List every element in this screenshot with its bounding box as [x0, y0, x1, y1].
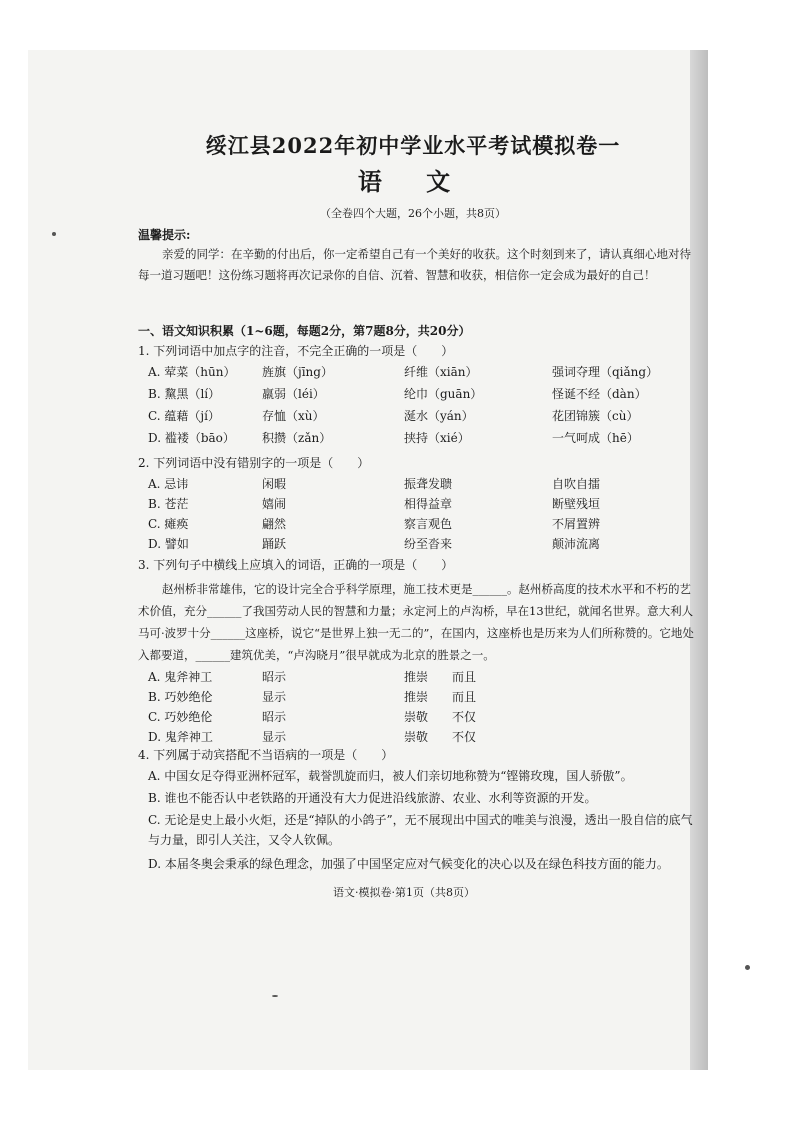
q3-row-c: [148, 708, 688, 728]
option-cell: 强词夺理（qiǎng）: [552, 365, 659, 379]
subject-title: 语 文: [357, 167, 469, 196]
option-cell: 挟持（xié）: [404, 431, 470, 445]
option-cell: 昭示: [262, 670, 287, 684]
option-cell: 昭示: [262, 710, 287, 724]
tips-body: 亲爱的同学：在辛勤的付出后，你一定希望自己有一个美好的收获。这个时刻到来了，请认真细心地对待每一道习题吧！这份练习题将再次记录你的自信、沉着、智慧和收获，相信你一定会成为最好的自己！: [138, 247, 691, 282]
q1-row-a: [148, 363, 688, 383]
question-1-stem: 1. 下列词语中加点字的注音，不完全正确的一项是（ ）: [138, 344, 454, 358]
option-cell: B. 巧妙绝伦: [148, 690, 213, 704]
option-cell: 自吹自擂: [552, 477, 601, 491]
question-3-passage: 赵州桥非常雄伟，它的设计完全合乎科学原理，施工技术更是______。赵州桥高度的技术水平和不朽的艺术价值，充分______了我国劳动人民的智慧和力量；永定河上的卢沟桥，早在13世纪，就闻名世界。意大利人马可·波罗十分______这座桥，说它“是世界上独一无二的”，在国内，这座桥也是历来为人们所称赞的。它地处入都要道，______建筑优美，“卢沟晓月”很早就成为北京的胜景之一。: [138, 582, 694, 662]
option-cell: 显示: [262, 730, 287, 744]
scan-speck: [52, 232, 56, 236]
option-cell: 翩然: [262, 517, 287, 531]
option-cell: C. 瘫痪: [148, 517, 189, 531]
option-cell: 积攒（zǎn）: [262, 431, 332, 445]
q3-row-d: [148, 728, 688, 748]
exam-page: [118, 120, 694, 900]
q2-row-b: [148, 495, 688, 515]
option-cell: 断壁残垣: [552, 497, 601, 511]
option-cell: 不仅: [452, 710, 477, 724]
q3-row-b: [148, 688, 688, 708]
option-cell: 振聋发聩: [404, 477, 453, 491]
question-4-stem: 4. 下列属于动宾搭配不当语病的一项是（ ）: [138, 748, 394, 762]
option-cell: 而且: [452, 690, 477, 704]
section-heading: 一、语文知识积累（1~6题，每题2分，第7题8分，共20分）: [138, 324, 471, 338]
q3-row-a: [148, 668, 688, 688]
option-cell: B. 黧黑（lí）: [148, 387, 221, 401]
option-cell: 推崇: [404, 690, 429, 704]
option-cell: B. 苍茫: [148, 497, 189, 511]
option-cell: 崇敬: [404, 710, 429, 724]
option-cell: 旌旗（jīng）: [262, 365, 333, 379]
page-edge-shadow: [690, 50, 708, 1070]
option-cell: A. 鬼斧神工: [148, 670, 213, 684]
q2-row-c: [148, 515, 688, 535]
option-cell: A. 荤菜（hūn）: [148, 365, 236, 379]
option-cell: D. 譬如: [148, 537, 189, 551]
scan-speck: [272, 995, 278, 997]
q1-row-b: [148, 385, 688, 405]
option-cell: 崇敬: [404, 730, 429, 744]
option-cell: D. 鬼斧神工: [148, 730, 213, 744]
option-cell: 踊跃: [262, 537, 287, 551]
option-cell: 花团锦簇（cù）: [552, 409, 639, 423]
scan-speck: [745, 965, 750, 970]
q2-row-a: [148, 475, 688, 495]
option-cell: 存恤（xù）: [262, 409, 325, 423]
option-cell: 显示: [262, 690, 287, 704]
exam-title: 绥江县2022年初中学业水平考试模拟卷一: [205, 133, 621, 158]
option-cell: 纤维（xiān）: [404, 365, 478, 379]
tips-heading: 温馨提示:: [138, 228, 191, 242]
option-cell: 涎水（yán）: [404, 409, 474, 423]
option-cell: 闲暇: [262, 477, 287, 491]
option-cell: 不屑置辨: [552, 517, 601, 531]
option-cell: 嬉闹: [262, 497, 287, 511]
q4-option-a: A. 中国女足夺得亚洲杯冠军，载誉凯旋而归，被人们亲切地称赞为“铿锵玫瑰，国人骄傲”。: [148, 769, 633, 783]
option-cell: 颠沛流离: [552, 537, 601, 551]
q2-row-d: [148, 535, 688, 555]
option-cell: 而且: [452, 670, 477, 684]
option-cell: 推崇: [404, 670, 429, 684]
option-cell: 相得益章: [404, 497, 453, 511]
question-3-stem: 3. 下列句子中横线上应填入的词语，正确的一项是（ ）: [138, 558, 454, 572]
option-cell: 纷至沓来: [404, 537, 453, 551]
option-cell: 羸弱（léi）: [262, 387, 325, 401]
option-cell: C. 巧妙绝伦: [148, 710, 213, 724]
option-cell: 怪诞不经（dàn）: [552, 387, 647, 401]
question-2-stem: 2. 下列词语中没有错别字的一项是（ ）: [138, 456, 370, 470]
option-cell: 纶巾（guān）: [404, 387, 483, 401]
option-cell: 察言观色: [404, 517, 453, 531]
q1-row-d: [148, 429, 688, 449]
exam-note: （全卷四个大题，26个小题，共8页）: [320, 207, 506, 220]
q1-row-c: [148, 407, 688, 427]
q4-option-b: B. 谁也不能否认中老铁路的开通没有大力促进沿线旅游、农业、水利等资源的开发。: [148, 791, 597, 805]
option-cell: 一气呵成（hē）: [552, 431, 639, 445]
option-cell: A. 忌讳: [148, 477, 189, 491]
option-cell: 不仅: [452, 730, 477, 744]
option-cell: C. 蕴藉（jí）: [148, 409, 220, 423]
option-cell: D. 褴褛（bāo）: [148, 431, 235, 445]
page-footer: 语文·模拟卷·第1页（共8页）: [333, 886, 475, 899]
q4-option-d: D. 本届冬奥会秉承的绿色理念，加强了中国坚定应对气候变化的决心以及在绿色科技方面的能力。: [148, 857, 669, 871]
q4-option-c: C. 无论是史上最小火炬，还是“掉队的小鸽子”，无不展现出中国式的唯美与浪漫，透出一股自信的底气与力量，即引人关注，又令人钦佩。: [148, 813, 693, 847]
